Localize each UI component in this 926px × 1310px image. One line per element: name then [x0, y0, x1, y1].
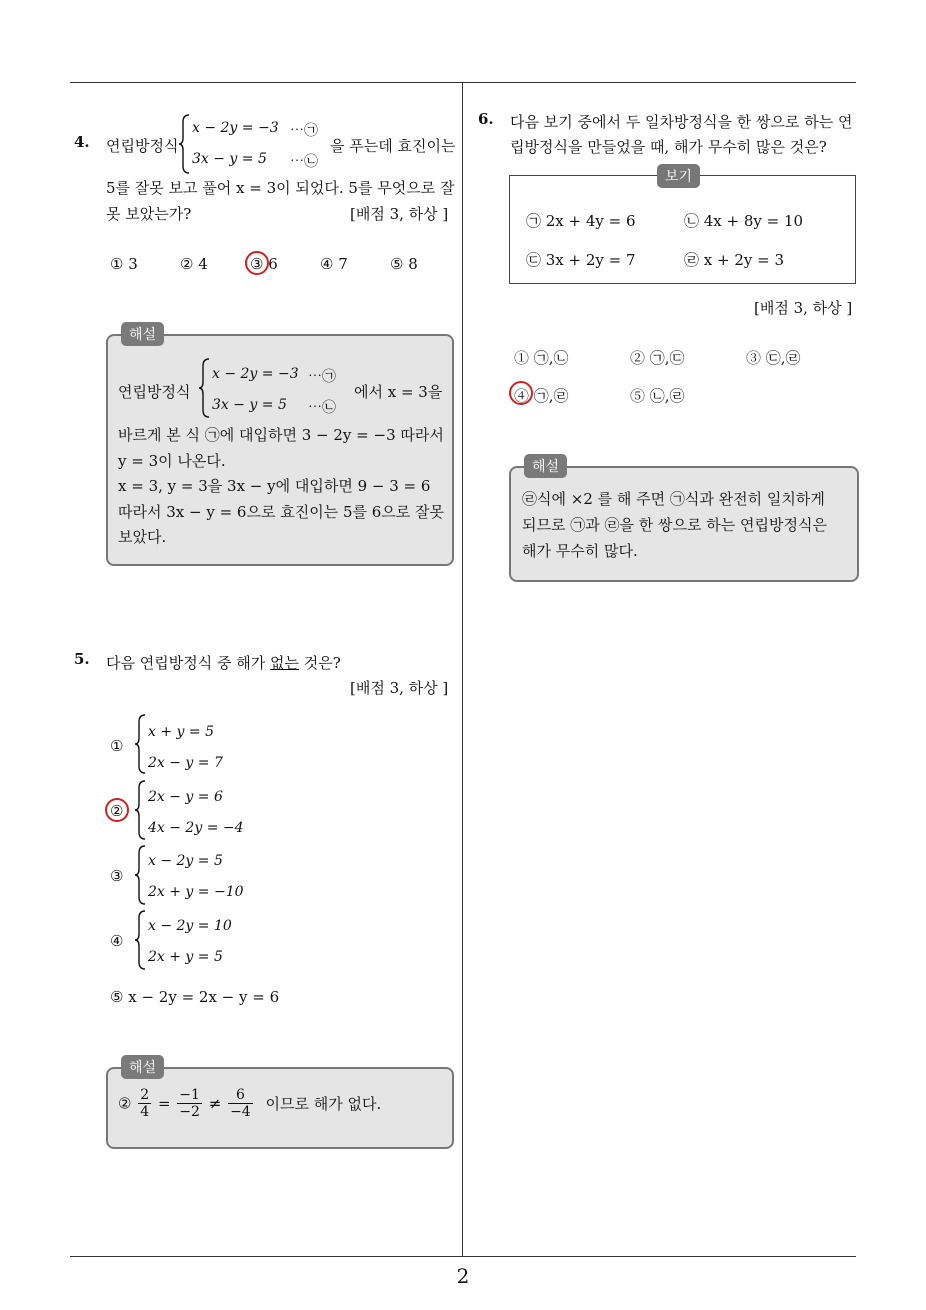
bogi-tag: 보기 — [657, 164, 700, 188]
question-text: 다음 보기 중에서 두 일차방정식을 한 쌍으로 하는 연 — [510, 113, 853, 131]
solution-text: 이므로 해가 없다. — [265, 1095, 382, 1113]
bogi-item-4: ㉣ x + 2y = 3 — [684, 251, 784, 269]
equation-2: 4x − 2y = −4 — [148, 820, 244, 836]
fraction-3 — [228, 1087, 253, 1120]
solution-tag: 해설 — [121, 1055, 164, 1079]
option-4-label[interactable]: ④ — [110, 932, 124, 950]
equation-2: 2x + y = 5 — [148, 949, 223, 965]
denominator: −4 — [230, 1104, 251, 1120]
equation-1-mark: ⋯㉠ — [290, 123, 318, 139]
brace-icon — [134, 910, 146, 970]
answer-circle-mark — [245, 251, 269, 275]
score-label: [배점 3, 하상 ] — [754, 299, 853, 317]
brace-icon — [134, 714, 146, 774]
score-label: [배점 3, 하상 ] — [350, 679, 449, 697]
question-number: 5. — [74, 650, 90, 668]
option-3-label[interactable]: ③ — [110, 867, 124, 885]
equation-2: 3x − y = 5 — [192, 151, 267, 167]
option-5[interactable]: ⑤ ㉡,㉣ — [630, 387, 685, 405]
prompt-part: 다음 연립방정식 중 해가 — [106, 654, 270, 672]
question-text — [106, 652, 341, 673]
solution-text: 보았다. — [118, 528, 167, 546]
equals-sign: = — [157, 1094, 171, 1113]
option-5[interactable]: ⑤ 8 — [390, 255, 418, 273]
solution-text: x = 3, y = 3을 3x − y에 대입하면 9 − 3 = 6 — [118, 477, 431, 495]
solution-text: ㉣식에 ×2 를 해 주면 ㉠식과 완전히 일치하게 — [522, 490, 825, 508]
bogi-item-1: ㉠ 2x + 4y = 6 — [526, 212, 636, 230]
page-number: 2 — [456, 1264, 470, 1288]
equation-2: 2x − y = 7 — [148, 755, 223, 771]
equation-1-mark: ⋯㉠ — [308, 369, 336, 385]
solution-lead: 연립방정식 — [118, 383, 191, 401]
brace-icon — [178, 114, 190, 174]
solution-text: 따라서 3x − y = 6으로 효진이는 5를 6으로 잘못 — [118, 503, 445, 521]
numerator: −1 — [179, 1087, 200, 1103]
bogi-item-2: ㉡ 4x + 8y = 10 — [684, 212, 804, 230]
question-text: 립방정식을 만들었을 때, 해가 무수히 많은 것은? — [510, 138, 827, 156]
bogi-item-3: ㉢ 3x + 2y = 7 — [526, 251, 636, 269]
question-number: 4. — [74, 133, 90, 151]
equation-2: 3x − y = 5 — [212, 397, 287, 413]
fraction-1 — [138, 1087, 151, 1120]
column-divider — [462, 82, 463, 1256]
equation-1: 2x − y = 6 — [148, 789, 223, 805]
option-2[interactable]: ② 4 — [180, 255, 208, 273]
option-4[interactable]: ④ 7 — [320, 255, 348, 273]
equation-1: x − 2y = 5 — [148, 853, 223, 869]
denominator: −2 — [179, 1104, 200, 1120]
solution-text: y = 3이 나온다. — [118, 452, 226, 470]
equation-2: 2x + y = −10 — [148, 884, 244, 900]
denominator: 4 — [140, 1104, 150, 1120]
question-text: 못 보았는가? — [106, 205, 192, 223]
question-text: 을 푸는데 효진이는 — [330, 137, 456, 155]
question-text: 5를 잘못 보고 풀어 x = 3이 되었다. 5를 무엇으로 잘 — [106, 179, 455, 197]
option-1[interactable]: ① ㉠,㉡ — [514, 349, 569, 367]
solution-tag: 해설 — [121, 322, 164, 346]
equation-2-mark: ⋯㉡ — [290, 154, 318, 170]
top-rule — [70, 82, 856, 83]
solution-text: 에서 x = 3을 — [354, 383, 443, 401]
brace-icon — [134, 845, 146, 905]
fraction-2 — [177, 1087, 202, 1120]
prompt-underlined: 없는 — [269, 654, 299, 672]
solution-text: 해가 무수히 많다. — [522, 542, 638, 560]
equation-1: x + y = 5 — [148, 724, 214, 740]
numerator: 2 — [140, 1087, 150, 1103]
option-5[interactable]: ⑤ x − 2y = 2x − y = 6 — [110, 988, 280, 1006]
equation-1: x − 2y = −3 — [192, 120, 279, 136]
score-label: [배점 3, 하상 ] — [350, 205, 449, 223]
equation-1: x − 2y = 10 — [148, 918, 232, 934]
brace-icon — [198, 358, 210, 418]
brace-icon — [134, 780, 146, 840]
bottom-rule — [70, 1256, 856, 1257]
answer-circle-mark — [509, 381, 533, 405]
numerator: 6 — [228, 1087, 253, 1104]
option-1-label[interactable]: ① — [110, 737, 124, 755]
not-equal-sign: ≠ — [208, 1094, 222, 1113]
solution-label: ② — [118, 1094, 132, 1113]
solution-text: 바르게 본 식 ㉠에 대입하면 3 − 2y = −3 따라서 — [118, 426, 444, 444]
option-2[interactable]: ② ㉠,㉢ — [630, 349, 685, 367]
option-1[interactable]: ① 3 — [110, 255, 138, 273]
answer-circle-mark — [105, 798, 129, 822]
solution-text: 되므로 ㉠과 ㉣을 한 쌍으로 하는 연립방정식은 — [522, 516, 827, 534]
prompt-part: 것은? — [298, 654, 341, 672]
option-3[interactable]: ③ ㉢,㉣ — [746, 349, 801, 367]
question-number: 6. — [478, 110, 494, 128]
option-4[interactable]: ④ ㉠,㉣ — [514, 387, 569, 405]
solution-tag: 해설 — [524, 454, 567, 478]
equation-2-mark: ⋯㉡ — [308, 400, 336, 416]
solution-formula — [118, 1087, 381, 1120]
option-2-label[interactable]: ② — [110, 802, 124, 820]
question-lead: 연립방정식 — [106, 137, 179, 155]
option-3[interactable]: ③ 6 — [250, 255, 278, 273]
equation-1: x − 2y = −3 — [212, 366, 299, 382]
